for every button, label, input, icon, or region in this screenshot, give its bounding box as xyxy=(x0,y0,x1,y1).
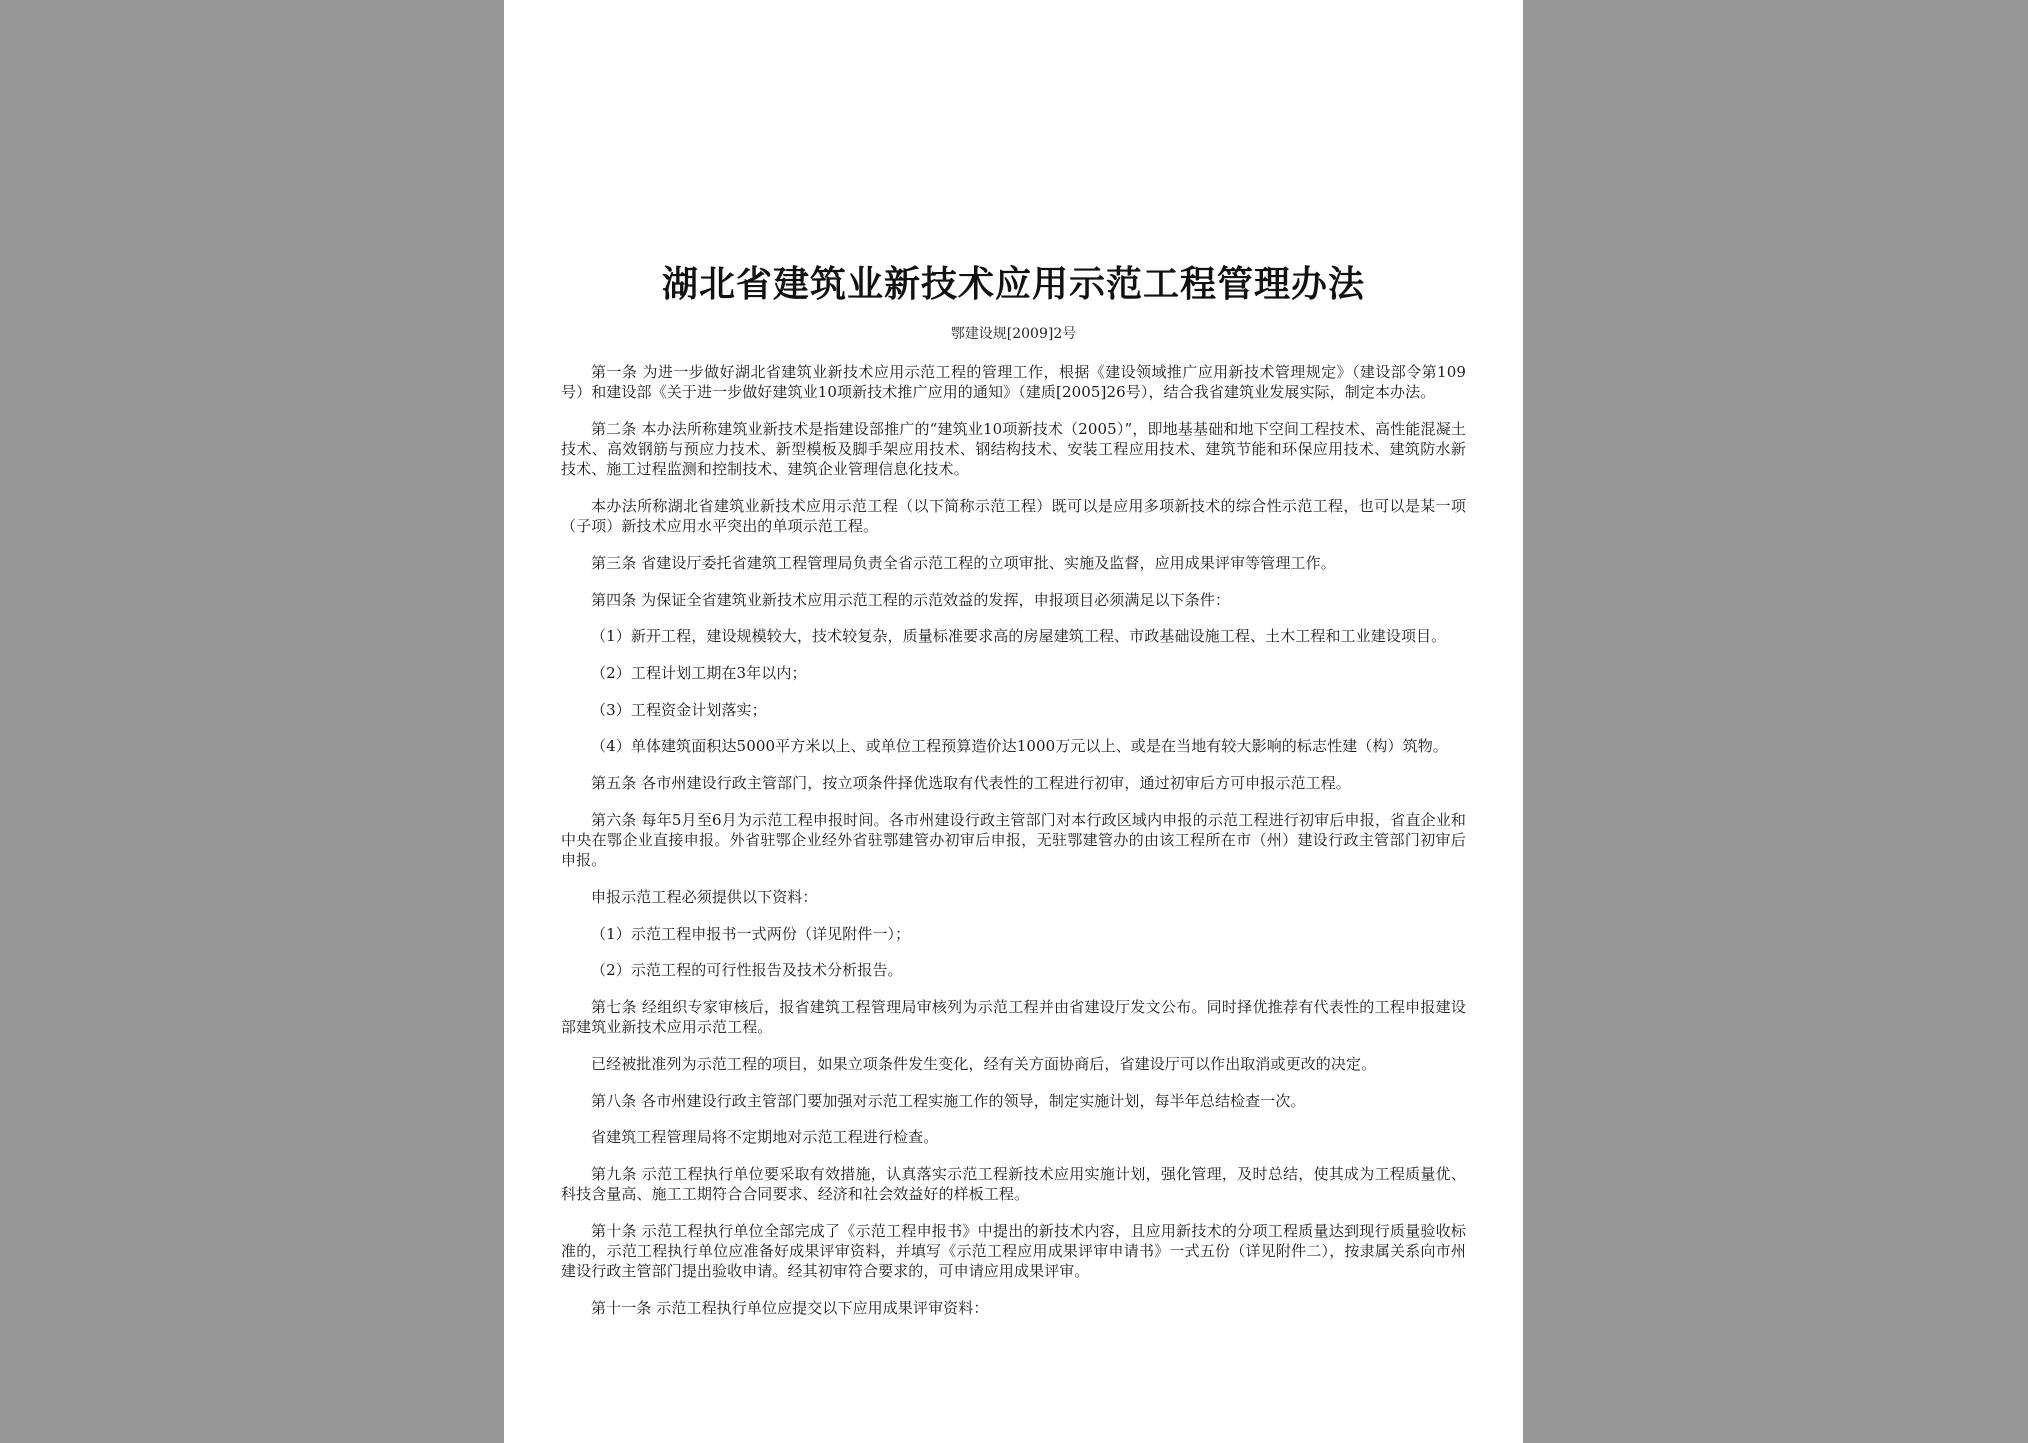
paragraph-article-10: 第十条 示范工程执行单位全部完成了《示范工程申报书》中提出的新技术内容，且应用新技术的分项工程质量达到现行质量验收标准的，示范工程执行单位应准备好成果评审资料，并填写《示范工程应用成果评审申请书》一式五份（详见附件二），按隶属关系向市州建设行政主管部门提出验收申请。经其初审符合要求的，可申请应用成果评审。 xyxy=(561,1221,1466,1281)
paragraph-article-2: 第二条 本办法所称建筑业新技术是指建设部推广的“建筑业10项新技术（2005）”，即地基基础和地下空间工程技术、高性能混凝土技术、高效钢筋与预应力技术、新型模板及脚手架应用技术、钢结构技术、安装工程应用技术、建筑节能和环保应用技术、建筑防水新技术、施工过程监测和控制技术、建筑企业管理信息化技术。 xyxy=(561,419,1466,479)
paragraph-article-6: 第六条 每年5月至6月为示范工程申报时间。各市州建设行政主管部门对本行政区域内申报的示范工程进行初审后申报，省直企业和中央在鄂企业直接申报。外省驻鄂企业经外省驻鄂建管办初审后申报，无驻鄂建管办的由该工程所在市（州）建设行政主管部门初审后申报。 xyxy=(561,810,1466,870)
paragraph-article-4: 第四条 为保证全省建筑业新技术应用示范工程的示范效益的发挥，申报项目必须满足以下条件： xyxy=(591,590,1231,609)
paragraph-condition-1: （1）新开工程，建设规模较大，技术较复杂，质量标准要求高的房屋建筑工程、市政基础设施工程、土木工程和工业建设项目。 xyxy=(591,627,1447,646)
document-body xyxy=(561,362,1466,1318)
page-content xyxy=(561,262,1466,1335)
paragraph-article-8: 第八条 各市州建设行政主管部门要加强对示范工程实施工作的领导，制定实施计划，每半年总结检查一次。 xyxy=(591,1091,1306,1110)
paragraph-materials-intro: 申报示范工程必须提供以下资料： xyxy=(591,887,818,906)
paragraph-condition-3: （3）工程资金计划落实； xyxy=(591,700,767,719)
page-title: 湖北省建筑业新技术应用示范工程管理办法 xyxy=(661,264,1365,305)
document-page xyxy=(504,0,1523,1443)
paragraph-material-1: （1）示范工程申报书一式两份（详见附件一）； xyxy=(591,924,911,943)
paragraph-article-3: 第三条 省建设厅委托省建筑工程管理局负责全省示范工程的立项审批、实施及监督，应用成果评审等管理工作。 xyxy=(591,553,1336,572)
paragraph-article-7: 第七条 经组织专家审核后，报省建筑工程管理局审核列为示范工程并由省建设厅发文公布。同时择优推荐有代表性的工程申报建设部建筑业新技术应用示范工程。 xyxy=(561,998,1466,1037)
paragraph-condition-4: （4）单体建筑面积达5000平方米以上、或单位工程预算造价达1000万元以上、或是在当地有较大影响的标志性建（构）筑物。 xyxy=(591,737,1448,756)
paragraph-article-2-scope: 本办法所称湖北省建筑业新技术应用示范工程（以下简称示范工程）既可以是应用多项新技术的综合性示范工程，也可以是某一项（子项）新技术应用水平突出的单项示范工程。 xyxy=(561,497,1466,536)
paragraph-article-7-change: 已经被批准列为示范工程的项目，如果立项条件发生变化，经有关方面协商后，省建设厅可以作出取消或更改的决定。 xyxy=(591,1054,1377,1073)
paragraph-article-5: 第五条 各市州建设行政主管部门，按立项条件择优选取有代表性的工程进行初审，通过初审后方可申报示范工程。 xyxy=(591,774,1351,793)
paragraph-article-11: 第十一条 示范工程执行单位应提交以下应用成果评审资料： xyxy=(591,1299,989,1318)
paragraph-condition-2: （2）工程计划工期在3年以内； xyxy=(591,664,807,683)
paragraph-article-9: 第九条 示范工程执行单位要采取有效措施，认真落实示范工程新技术应用实施计划，强化管理，及时总结，使其成为工程质量优、科技含量高、施工工期符合合同要求、经济和社会效益好的样板工程。 xyxy=(561,1165,1466,1204)
paragraph-article-1: 第一条 为进一步做好湖北省建筑业新技术应用示范工程的管理工作，根据《建设领域推广应用新技术管理规定》（建设部令第109号）和建设部《关于进一步做好建筑业10项新技术推广应用的通知》（建质[2005]26号），结合我省建筑业发展实际，制定本办法。 xyxy=(561,363,1466,402)
paragraph-article-8-inspection: 省建筑工程管理局将不定期地对示范工程进行检查。 xyxy=(591,1128,939,1147)
document-number: 鄂建设规[2009]2号 xyxy=(950,326,1077,342)
paragraph-material-2: （2）示范工程的可行性报告及技术分析报告。 xyxy=(591,961,903,980)
